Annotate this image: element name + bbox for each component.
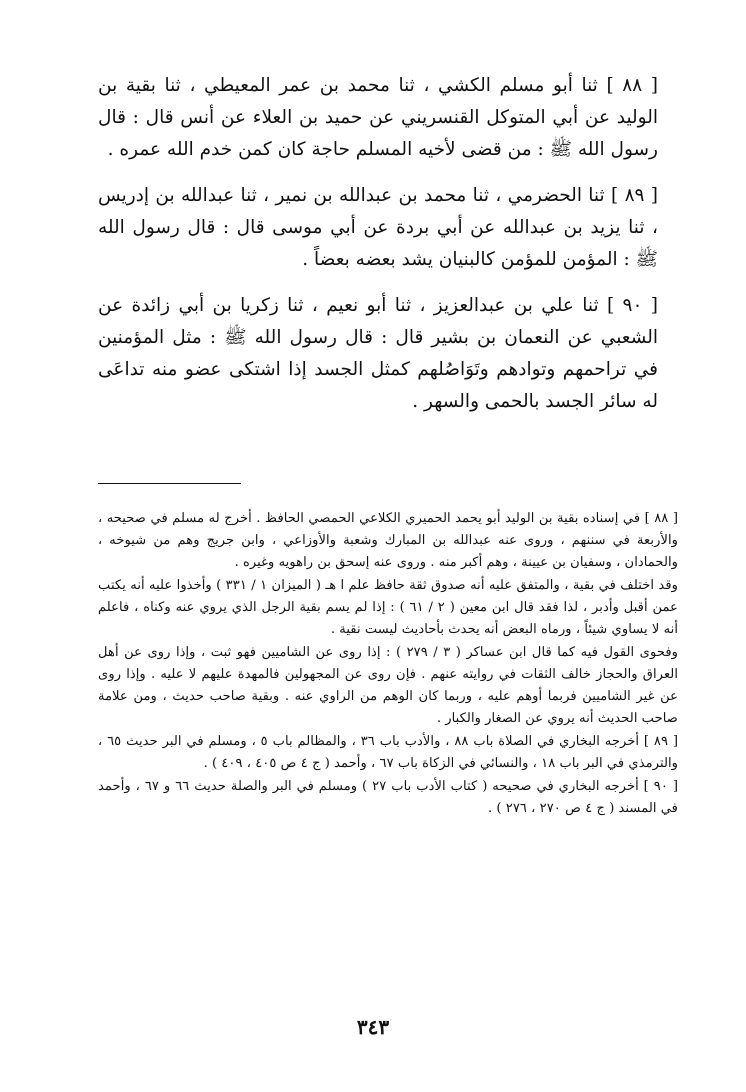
footnote-90: [ ٩٠ ] أخرجه البخاري في صحيحه ( كتاب الأدب باب ٢٧ ) ومسلم في البر والصلة حديث ٦٦ و ٦٧ ، وأحمد في المسند ( ج ٤ ص ٢٧٠ ، ٢٧٦ ) . xyxy=(98,779,678,816)
hadith-88: [ ٨٨ ] ثنا أبو مسلم الكشي ، ثنا محمد بن عمر المعيطي ، ثنا بقية بن الوليد عن أبي المتوكل القنسريني عن حميد بن العلاء عن أنس قال : قال رسول الله ﷺ : من قضى لأخيه المسلم حاجة كان كمن خدم الله عمره . xyxy=(98,75,658,160)
footnote-88-a: [ ٨٨ ] في إسناده بقية بن الوليد أبو يحمد الحميري الكلاعي الحمصي الحافظ . أخرج له مسلم في صحيحه ، والأربعة في سننهم ، وروى عنه عبدالله بن المبارك وشعبة والأوزاعي ، وابن جريج وهم من شيوخه ، والحمادان ، وسفيان بن عيينة ، وهم أكبر منه . وروى عنه إسحق بن راهويه وغيره . xyxy=(98,511,678,570)
footnote-88-b: وقد اختلف في بقية ، والمتفق عليه أنه صدوق ثقة حافظ علم ا هـ ( الميزان ١ / ٣٣١ ) وأخذوا عليه أنه يكتب عمن أقبل وأدبر ، لذا فقد قال ابن معين ( ٢ / ٦١ ) : إذا لم يسم بقية الرجل الذي يروي عنه وكناه ، فاعلم أنه لا يساوي شيئاً ، ورماه البعض أنه يحدث بأحاديث ليست نقية . xyxy=(98,578,678,637)
main-text xyxy=(98,70,658,432)
footnote-89: [ ٨٩ ] أخرجه البخاري في الصلاة باب ٨٨ ، والأدب باب ٣٦ ، والمظالم باب ٥ ، ومسلم في البر حديث ٦٥ ، والترمذي في البر باب ١٨ ، والنسائي في الزكاة باب ٦٧ ، وأحمد ( ج ٤ ص ٤٠٥ ، ٤٠٩ ) . xyxy=(98,734,679,771)
footnote-separator xyxy=(98,483,241,484)
page-number: ٣٤٣ xyxy=(356,1015,390,1039)
footnote-88-c: وفحوى القول فيه كما قال ابن عساكر ( ٣ / ٢٧٩ ) : إذا روى عن الشاميين فهو ثبت ، وإذا روى عن أهل العراق والحجاز خالف الثقات في روايته عنهم . فإن روى عن المجهولين فالمهدة عليهم لا عليه . وإذا روى عن غير الشاميين فربما أوهم عليه ، وربما كان الوهم من الراوي عنه . وبقية صاحب حديث ، ومن علامة صاحب الحديث أنه يروي عن الصغار والكبار . xyxy=(98,645,679,726)
hadith-89: [ ٨٩ ] ثنا الحضرمي ، ثنا محمد بن عبدالله بن نمير ، ثنا عبدالله بن إدريس ، ثنا يزيد بن عبدالله عن أبي بردة عن أبي موسى قال : قال رسول الله ﷺ : المؤمن للمؤمن كالبنيان يشد بعضه بعضاً . xyxy=(98,185,658,270)
footnotes xyxy=(98,508,678,821)
hadith-90: [ ٩٠ ] ثنا علي بن عبدالعزيز ، ثنا أبو نعيم ، ثنا زكريا بن أبي زائدة عن الشعبي عن النعمان بن بشير قال : قال رسول الله ﷺ : مثل المؤمنين في تراحمهم وتوادهم وتَوَاصُلهم كمثل الجسد إذا اشتكى عضو منه تداعَى له سائر الجسد بالحمى والسهر . xyxy=(98,295,658,412)
